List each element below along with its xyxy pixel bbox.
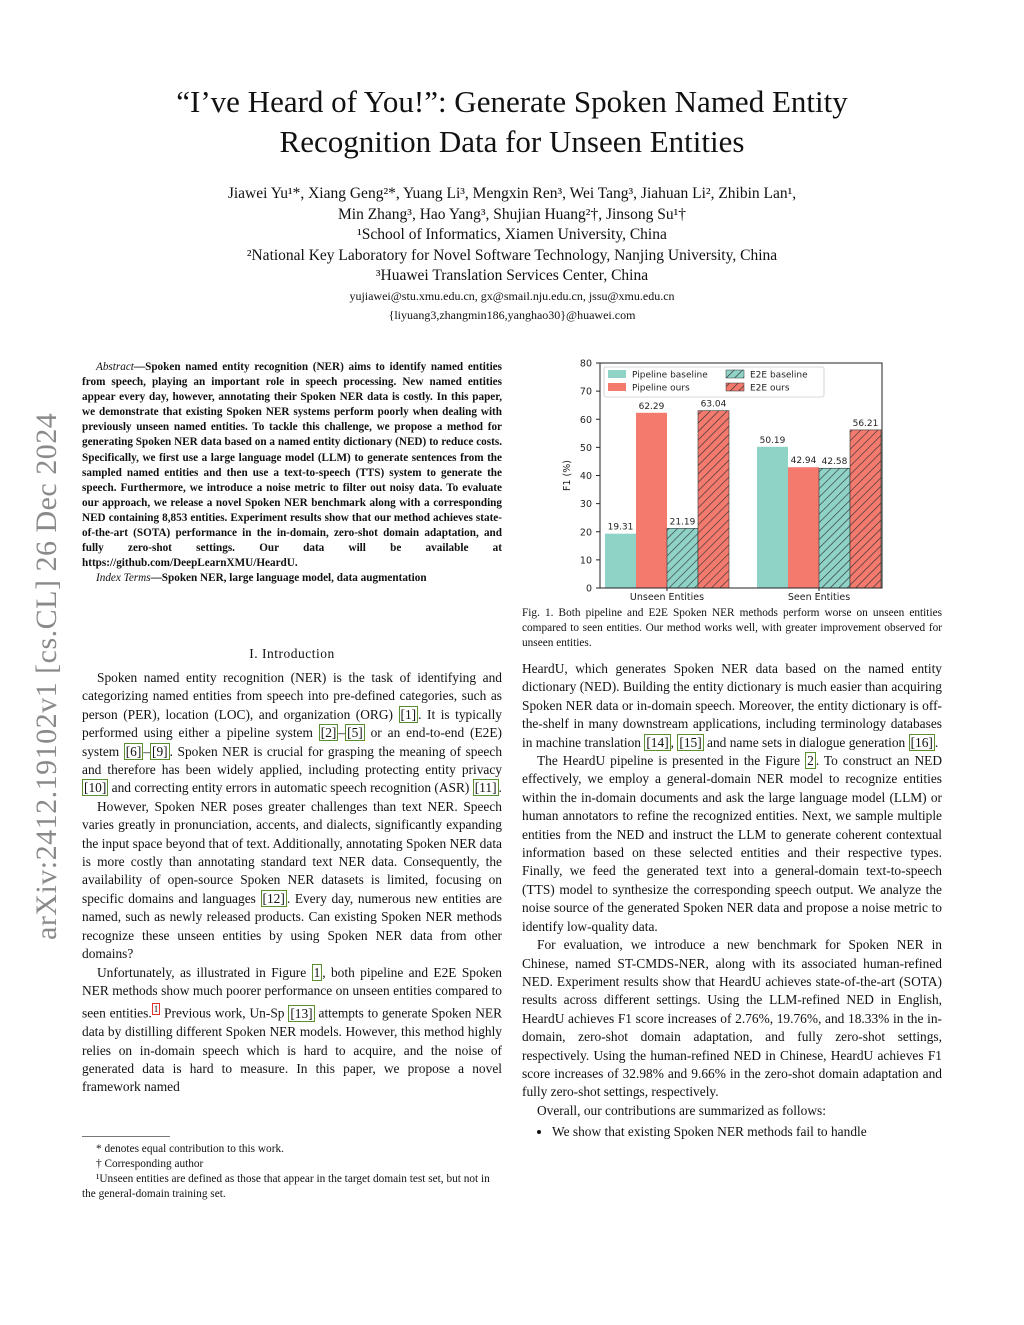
bar: [788, 467, 819, 588]
x-tick-label: Unseen Entities: [629, 592, 705, 603]
y-tick-label: 10: [579, 555, 592, 567]
footnote-link[interactable]: 1: [153, 1004, 159, 1015]
y-tick-label: 60: [579, 414, 592, 426]
bar-value-label: 63.04: [700, 399, 727, 410]
bar-value-label: 42.94: [790, 456, 817, 467]
y-tick-label: 20: [579, 527, 592, 539]
abstract: [82, 360, 502, 586]
bar: [605, 534, 636, 588]
contribution-item: • We show that existing Spoken NER methods fail to handle: [552, 1123, 942, 1141]
abstract-label: Abstract: [96, 361, 134, 373]
figure-link[interactable]: 2: [807, 753, 814, 769]
footnote-unseen-definition: ¹Unseen entities are defined as those that appear in the target domain test set, but not in the general-domain training set.: [82, 1173, 490, 1200]
y-tick-label: 30: [579, 499, 592, 511]
bar: [819, 468, 850, 588]
author-emails-1[interactable]: yujiawei@stu.xmu.edu.cn, gx@smail.nju.edu.cn, jssu@xmu.edu.cn: [349, 288, 675, 303]
legend-label: Pipeline ours: [632, 383, 690, 394]
legend-label: Pipeline baseline: [632, 370, 708, 381]
bar: [667, 528, 698, 588]
contribution-list: [522, 1123, 942, 1141]
figure-link[interactable]: 1: [313, 964, 321, 980]
citation-link[interactable]: [16]: [910, 734, 933, 750]
bar-value-label: 19.31: [607, 522, 634, 533]
bar: [698, 411, 729, 588]
right-paragraph-4: Overall, our contributions are summarized as follows:: [537, 1102, 826, 1118]
y-tick-label: 80: [579, 358, 592, 370]
intro-paragraph-1: Spoken named entity recognition (NER) is the task of identifying and categorizing named entities from speech into pre-defined categories, such as person (PER), location (LOC), and organization (ORG) [1] . It is typically performed using either a pipeline system [2] – [5] or an end-to-end (E2E) system [6] – [9] . Spoken NER is crucial for grasping the meaning of speech and therefore has been widely applied, including protecting entity privacy [10] and correcting entity errors in automatic speech recognition (ASR) [11] .: [82, 670, 503, 796]
bar-value-label: 21.19: [669, 517, 696, 528]
legend-swatch: [726, 383, 744, 391]
bar-value-label: 56.21: [852, 418, 879, 429]
legend-swatch: [608, 370, 626, 378]
index-terms-label: Index Terms: [96, 572, 151, 585]
author-block: [120, 184, 904, 325]
citation-link[interactable]: [2]: [320, 725, 337, 741]
bar-value-label: 42.58: [821, 457, 848, 468]
abstract-text: —Spoken named entity recognition (NER) aims to identify named entities from speech, playing an important role in speech processing. New named entities appear every day, however, annotating their Spoken NER data is costly. In this paper, we demonstrate that existing Spoken NER systems perform poorly when dealing with previously unseen named entities. To tackle this challenge, we propose a method for generating Spoken NER data based on a named entity dictionary (NED) to reduce costs. Specifically, we first use a large language model (LLM) to generate sentences from the sampled named entities and then use a text-to-speech (TTS) system to generate the speech. Furthermore, we introduce a noise metric to filter out noisy data. To evaluate our approach, we release a novel Spoken NER benchmark along with a corresponding NED containing 8,853 entities. Experiment results show that our method achieves state-of-the-art (SOTA) performance in the in-domain, zero-shot domain adaptation, and fully zero-shot settings. Our data will be available at https://github.com/DeepLearnXMU/HeardU.: [82, 361, 502, 570]
author-list-line-2: Min Zhang³, Hao Yang³, Shujian Huang²†, Jinsong Su¹†: [338, 205, 686, 223]
citation-link[interactable]: [15]: [679, 734, 702, 750]
citation-link[interactable]: [13]: [290, 1005, 313, 1021]
citation-link[interactable]: [1]: [400, 706, 417, 722]
right-paragraph-3: For evaluation, we introduce a new benchmark for Spoken NER in Chinese, named ST-CMDS-NER, along with its associated human-refined NED. Experiment results show that HeardU achieves state-of-the-art (SOTA) results across different settings. Using the LLM-refined NED in English, HeardU achieves F1 score increases of 2.76%, 19.76%, and 18.33% in the in-domain, zero-shot domain adaptation, and fully zero-shot settings, respectively. Using the human-refined NED in Chinese, HeardU achieves F1 score increases of 32.98% and 9.66% in the zero-shot domain adaptation and fully zero-shot settings, respectively.: [522, 937, 942, 1100]
y-tick-label: 50: [579, 442, 592, 454]
affiliation-1: ¹School of Informatics, Xiamen University, China: [357, 226, 667, 243]
right-paragraph-1: HeardU, which generates Spoken NER data based on the named entity dictionary (NED). Building the entity dictionary is much easier than acquiring Spoken NER data or in-domain speech. Moreover, the entity dictionary is off-the-shelf in many downstream applications, including terminology databases in machine translation [14] , [15] and name sets in dialogue generation [16] .: [522, 661, 942, 750]
citation-link[interactable]: [9]: [152, 743, 168, 759]
citation-link[interactable]: [10]: [84, 780, 107, 796]
author-emails-2[interactable]: {liyuang3,zhangmin186,yanghao30}@huawei.com: [388, 307, 636, 322]
intro-paragraph-3: Unfortunately, as illustrated in Figure 1 , both pipeline and E2E Spoken NER methods show much poorer performance on unseen entities compared to seen entities. $^1$ Previous work, Un-Sp [13] attempts to generate Spoken NER data by distilling different Spoken NER models. However, this method highly relies on in-domain speech which is hard to acquire, and the noise of generated data is hard to measure. In this paper, we propose a novel framework named: [82, 964, 503, 1095]
citation-link[interactable]: [6]: [125, 743, 142, 759]
legend-swatch: [608, 383, 626, 391]
figure-1-bar-chart: [560, 357, 944, 607]
index-terms-text: —Spoken NER, large language model, data augmentation: [150, 572, 427, 585]
legend-swatch: [726, 370, 744, 378]
y-axis-label: F1 (%): [562, 460, 573, 491]
citation-link[interactable]: [11]: [474, 780, 497, 796]
bar-value-label: 62.29: [638, 401, 665, 412]
legend-label: E2E baseline: [750, 370, 808, 381]
legend-label: E2E ours: [750, 383, 790, 394]
paper-title: “I’ve Heard of You!”: Generate Spoken Named Entity Recognition Data for Unseen Entities: [176, 84, 848, 159]
y-tick-label: 0: [585, 583, 592, 595]
y-tick-label: 70: [579, 386, 592, 398]
footnote-equal-contribution: * denotes equal contribution to this work.: [96, 1143, 284, 1155]
bar: [850, 430, 881, 588]
figure-1-caption: Fig. 1. Both pipeline and E2E Spoken NER methods perform worse on unseen entities compared to seen entities. Our method works well, with greater improvement observed for unseen entities.: [522, 607, 942, 649]
right-paragraph-2: The HeardU pipeline is presented in the Figure 2 . To construct an NED effectively, we employ a general-domain NER model to recognize entities within the in-domain documents and ask the large language model (LLM) or human annotators to refine the recognized entities. Next, we sample multiple entities from the NED and instruct the LLM to generate coherent contextual information based on these selected entities and their respective types. Finally, we feed the generated text into a general-domain text-to-speech (TTS) model to synthesize the corresponding speech output. We analyze the noise source of the generated Spoken NER data and propose a noise metric to identify low-quality data.: [522, 753, 942, 934]
intro-paragraph-2: However, Spoken NER poses greater challenges than text NER. Speech varies greatly in pronunciation, accents, and dialects, significantly expanding the input space beyond that of text. Additionally, annotating Spoken NER data is more costly than annotating standard text NER data. Consequently, the availability of open-source Spoken NER datasets is limited, focusing on specific domains and languages [12] . Every day, numerous new entities are named, such as newly released products. Can existing Spoken NER methods recognize these unseen entities by using Spoken NER data from other domains?: [82, 798, 502, 962]
x-tick-label: Seen Entities: [787, 592, 851, 603]
introduction-text: [82, 669, 502, 1097]
y-tick-label: 40: [579, 471, 592, 482]
citation-link[interactable]: [5]: [347, 725, 363, 741]
author-list-line-1: Jiawei Yu¹*, Xiang Geng²*, Yuang Li³, Mengxin Ren³, Wei Tang³, Jiahuan Li², Zhibin Lan¹,: [227, 185, 797, 202]
section-heading-introduction: I. Introduction: [249, 646, 335, 661]
right-column-text: [522, 660, 942, 1142]
affiliation-3: ³Huawei Translation Services Center, China: [375, 267, 649, 284]
bar: [757, 447, 788, 588]
affiliation-2: ²National Key Laboratory for Novel Software Technology, Nanjing University, China: [246, 246, 778, 264]
citation-link[interactable]: [14]: [646, 734, 669, 750]
footnote-divider: [82, 1136, 170, 1137]
bar: [636, 413, 667, 588]
footnotes: [82, 1142, 502, 1202]
citation-link[interactable]: [12]: [262, 890, 285, 906]
bar-value-label: 50.19: [759, 435, 786, 446]
footnote-corresponding-author: † Corresponding author: [96, 1158, 204, 1170]
arxiv-identifier[interactable]: arXiv:2412.19102v1 [cs.CL] 26 Dec 2024: [30, 412, 63, 940]
